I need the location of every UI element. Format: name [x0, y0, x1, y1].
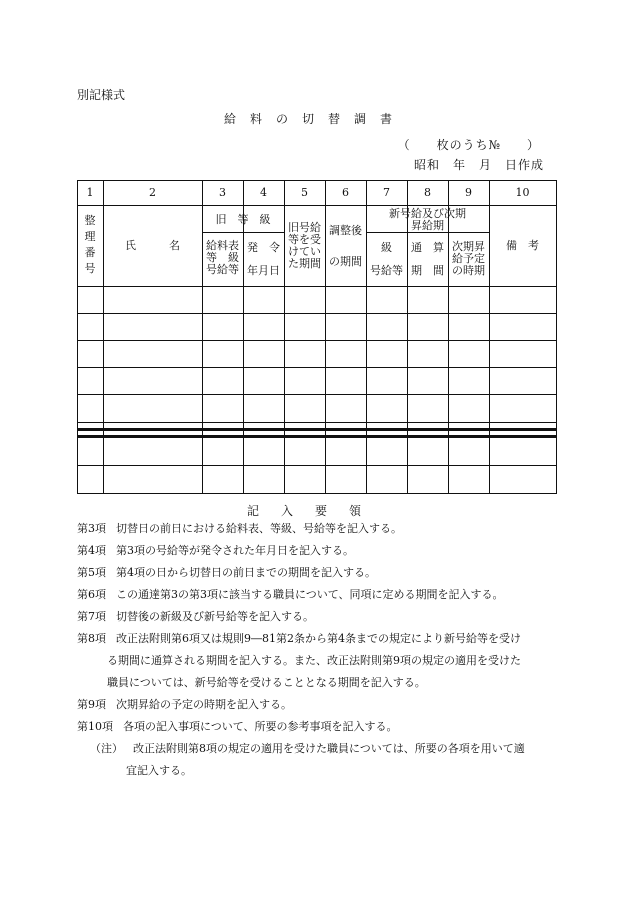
instructions-title: 記入要領 [246, 504, 383, 518]
note-item [77, 562, 557, 584]
note-item [77, 584, 557, 606]
remark-item [90, 738, 570, 760]
note-number: 第9項 [77, 698, 106, 711]
note-text: この通達第3の第3項に該当する職員について、同項に定める期間を記入する。 [116, 588, 504, 601]
col-number-4: 4 [260, 186, 267, 199]
remark-text: 改正法附則第8項の規定の適用を受けた職員については、所要の各項を用いて適 [133, 742, 525, 755]
note-text: 第3項の号給等が発令された年月日を記入する。 [116, 544, 354, 557]
remark-label: （注） [90, 742, 123, 755]
header-serial-number: 整理番号 [84, 214, 96, 275]
col-number-5: 5 [301, 186, 308, 199]
col-number-9: 9 [465, 186, 472, 199]
header-new-salary-line2: 昇給期 [411, 219, 444, 232]
note-number: 第4項 [77, 544, 106, 557]
note-text: 第4項の日から切替日の前日までの期間を記入する。 [116, 566, 376, 579]
col-number-10: 10 [515, 186, 530, 199]
col-number-1: 1 [86, 186, 94, 199]
header-new-grade-line2: 号給等 [370, 264, 403, 277]
header-remarks: 備 考 [506, 239, 539, 252]
note-text: 次期昇給の予定の時期を記入する。 [116, 698, 292, 711]
header-adjusted-period-line2: の期間 [329, 255, 362, 268]
header-new-grade-line1: 級 [381, 241, 392, 254]
header-old-period-line2: 等を受 [288, 233, 321, 246]
header-total-period-line2: 期 間 [411, 264, 444, 277]
document-title: 給料の切替調書 [223, 112, 406, 126]
header-issue-date-line2: 年月日 [247, 264, 280, 277]
note-number: 第5項 [77, 566, 106, 579]
note-item [77, 606, 557, 628]
col-number-7: 7 [383, 186, 390, 199]
note-text: 切替日の前日における給料表、等級、号給等を記入する。 [116, 522, 402, 535]
header-next-raise-line3: の時期 [452, 264, 485, 277]
header-salary-table-line2: 等 級 [206, 251, 239, 264]
col-number-2: 2 [149, 186, 156, 199]
note-text: 切替後の新級及び新号給等を記入する。 [116, 610, 314, 623]
header-new-salary-line1: 新号給及び次期 [389, 207, 466, 220]
col-number-8: 8 [424, 186, 431, 199]
header-old-grade: 旧 等 級 [215, 213, 271, 226]
sheet-count: （ 枚のうち№ ） [397, 138, 540, 152]
note-number: 第3項 [77, 522, 106, 535]
col-number-6: 6 [342, 186, 349, 199]
header-old-period-line1: 旧号給 [288, 221, 321, 234]
header-old-period-line4: た期間 [288, 257, 321, 270]
note-number: 第6項 [77, 588, 106, 601]
header-next-raise-line1: 次期昇 [452, 240, 485, 253]
header-name: 氏 名 [125, 239, 180, 252]
note-number: 第10項 [77, 720, 113, 733]
note-continuation: 職員については、新号給等を受けることとなる期間を記入する。 [107, 676, 426, 689]
note-number: 第8項 [77, 632, 106, 645]
note-item [77, 518, 557, 540]
note-number: 第7項 [77, 610, 106, 623]
note-item [77, 694, 557, 716]
remark-continuation: 宜記入する。 [126, 764, 192, 777]
form-label: 別記様式 [77, 88, 126, 102]
header-old-period-line3: けてい [288, 245, 321, 258]
header-adjusted-period-line1: 調整後 [329, 224, 362, 237]
header-salary-table-line3: 号給等 [206, 263, 239, 276]
col-number-3: 3 [219, 186, 226, 199]
note-text: 各項の記入事項について、所要の参考事項を記入する。 [123, 720, 398, 733]
header-issue-date-line1: 発 令 [247, 241, 280, 254]
note-item [77, 716, 557, 738]
header-salary-table-line1: 給料表 [206, 239, 239, 252]
note-item [77, 540, 557, 562]
header-next-raise-line2: 給予定 [452, 252, 485, 265]
note-text: 改正法附則第6項又は規則9―81第2条から第4条までの規定により新号給等を受け [116, 632, 521, 645]
note-item [77, 628, 557, 650]
header-total-period-line1: 通 算 [411, 241, 444, 254]
note-continuation: る期間に通算される期間を記入する。また、改正法附則第9項の規定の適用を受けた [107, 654, 521, 667]
creation-date: 昭和 年 月 日作成 [413, 158, 544, 172]
